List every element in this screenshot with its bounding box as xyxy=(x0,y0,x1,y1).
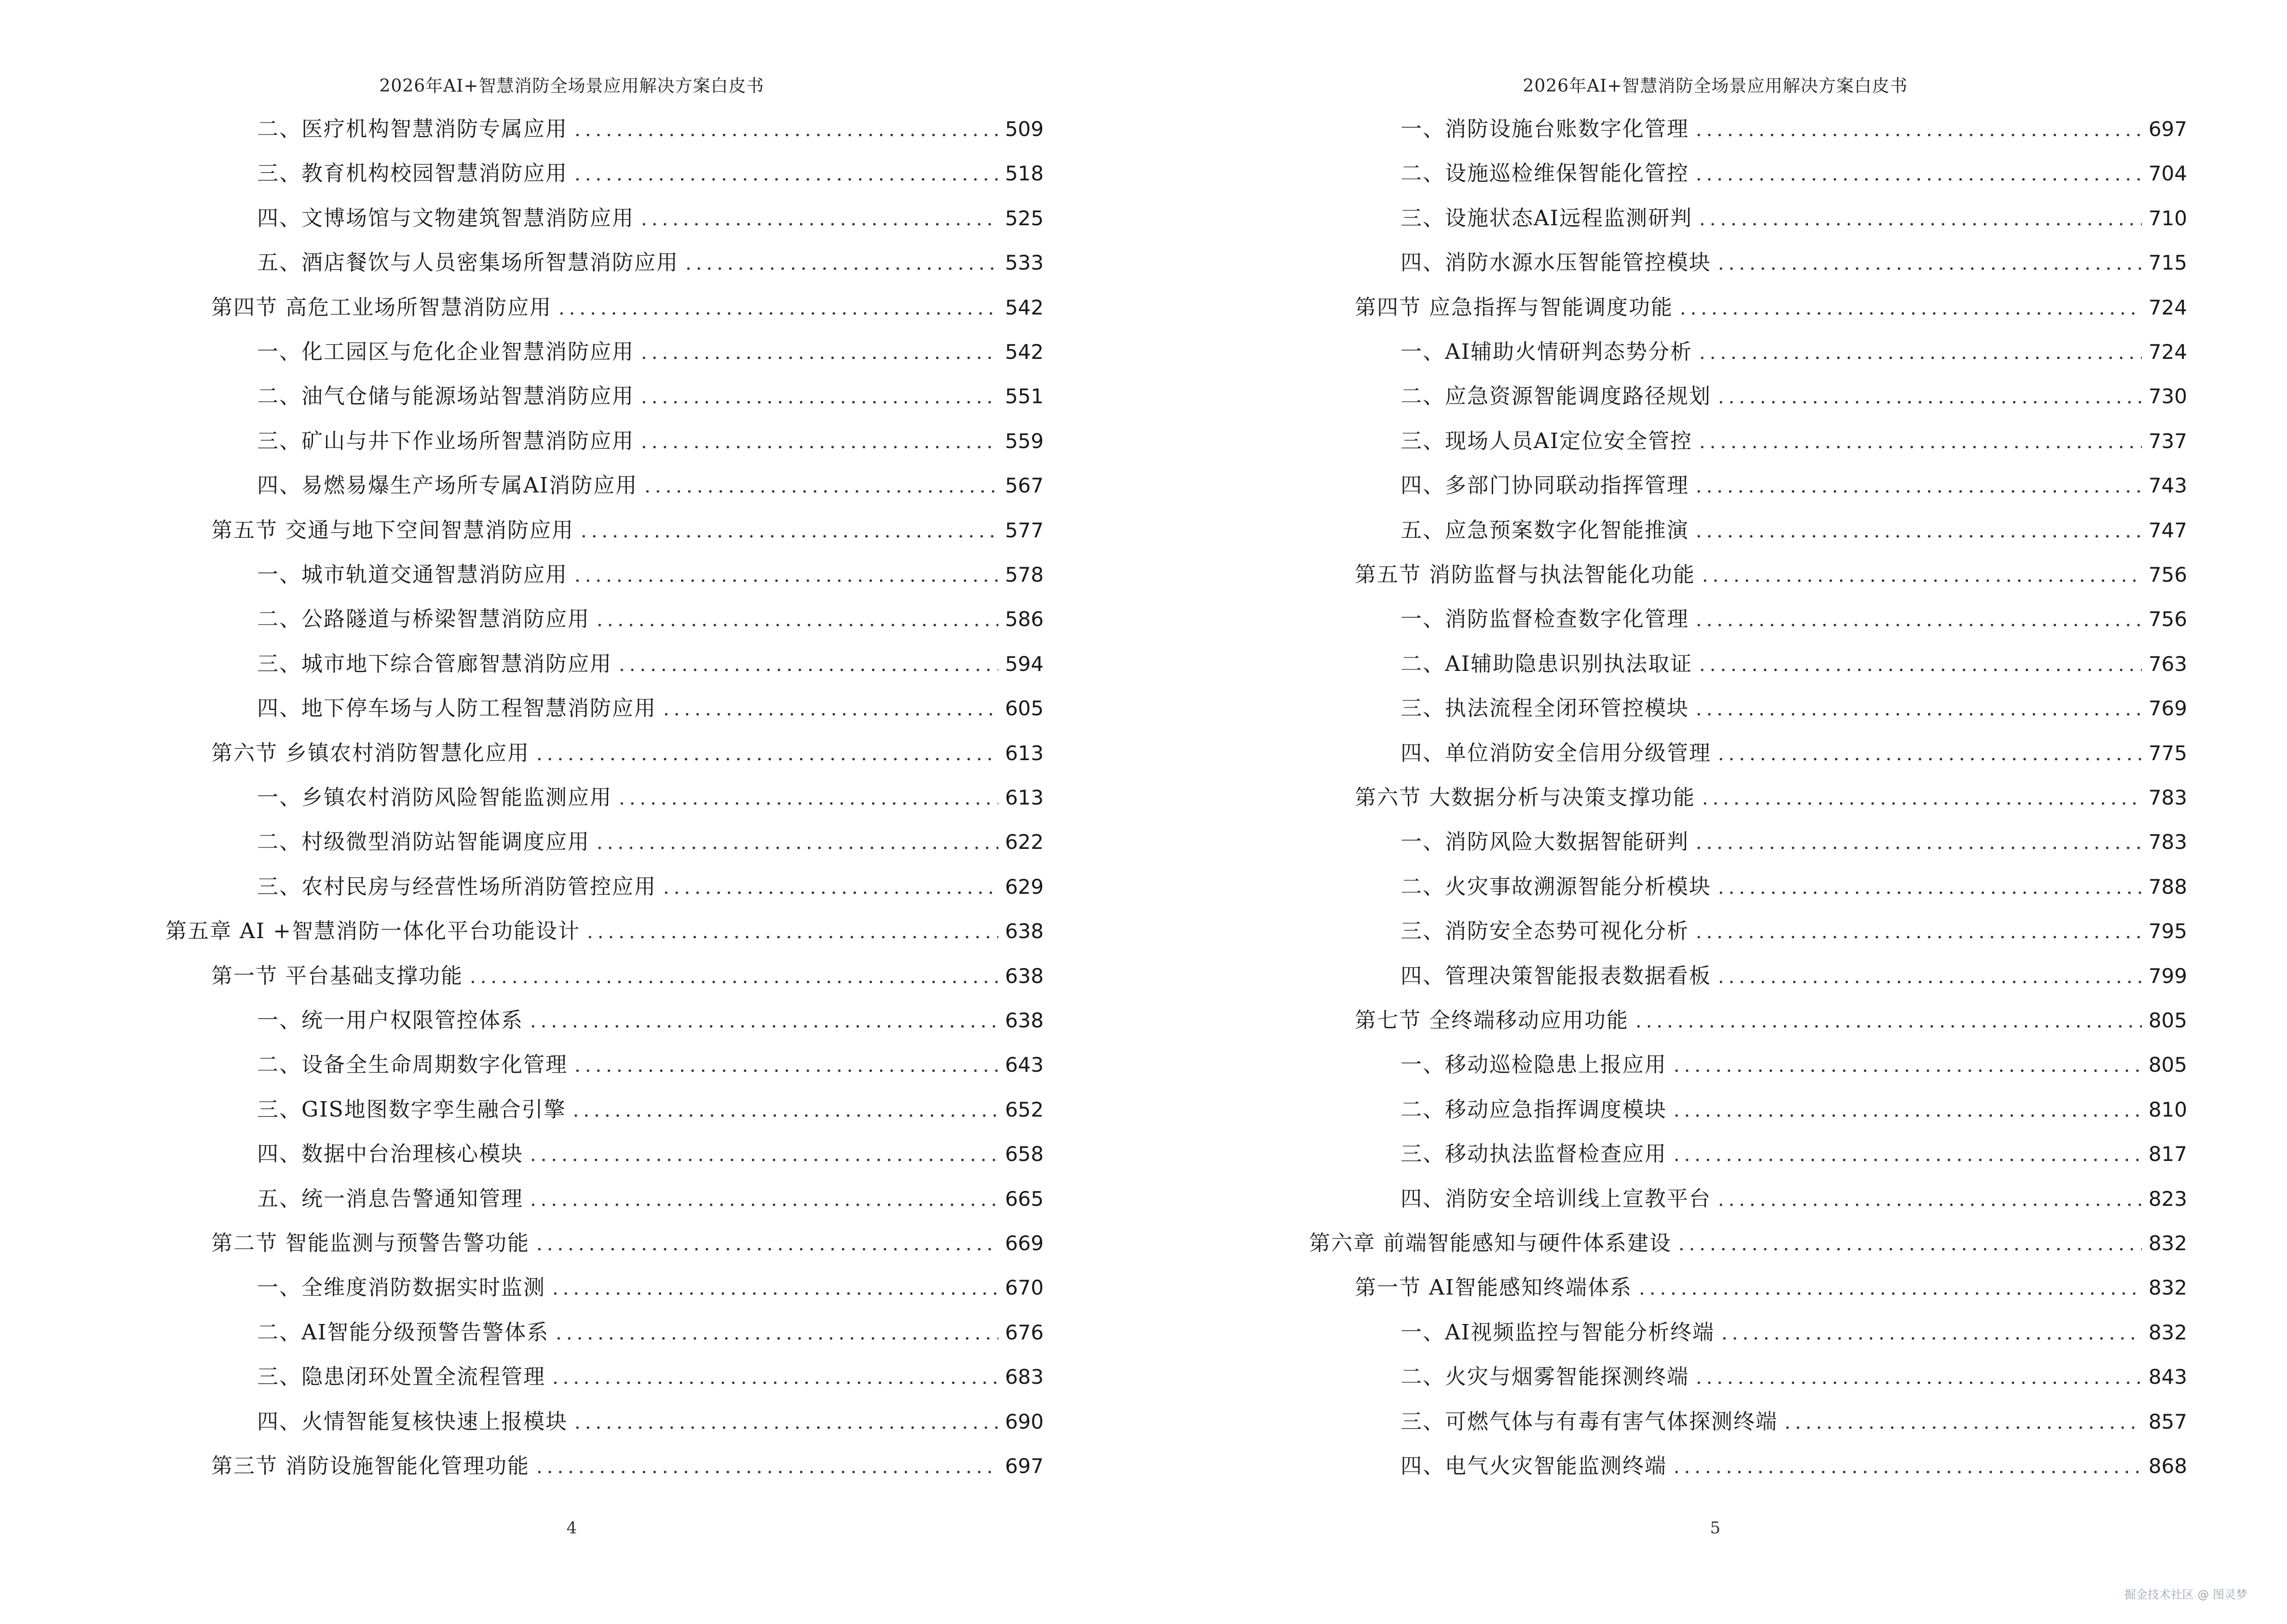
toc-entry-title: 二、火灾事故溯源智能分析模块 xyxy=(1401,874,1711,899)
toc-page-number: 730 xyxy=(2148,384,2187,409)
toc-entry-title: 第六节 大数据分析与决策支撑功能 xyxy=(1355,785,1695,810)
toc-entry-subsection xyxy=(257,1363,1044,1392)
toc-page-number: 857 xyxy=(2148,1409,2187,1433)
dot-leader xyxy=(530,1007,998,1036)
toc-page-number: 788 xyxy=(2148,874,2187,899)
toc-entry-subsection xyxy=(1401,471,2187,500)
page-number: 4 xyxy=(566,1518,577,1538)
toc-entry-title: 三、教育机构校园智慧消防应用 xyxy=(257,161,568,186)
toc-page-number: 747 xyxy=(2148,518,2187,542)
toc-page-number: 697 xyxy=(2148,117,2187,141)
toc-page-number: 832 xyxy=(2148,1231,2187,1255)
toc-entry-section xyxy=(211,516,1044,545)
dot-leader xyxy=(1696,472,2142,501)
toc-entry-title: 二、设备全生命周期数字化管理 xyxy=(257,1052,568,1078)
toc-page-number: 559 xyxy=(1005,429,1044,453)
toc-entry-title: 一、消防设施台账数字化管理 xyxy=(1401,117,1689,141)
toc-page-number: 586 xyxy=(1005,607,1044,631)
toc-page-number: 783 xyxy=(2148,830,2187,854)
toc-entry-subsection xyxy=(257,1006,1044,1035)
dot-leader xyxy=(552,1363,998,1392)
page-header: 2026年AI+智慧消防全场景应用解决方案白皮书 xyxy=(379,76,764,96)
toc-entry-subsection xyxy=(1401,650,2187,679)
toc-entry-subsection xyxy=(1401,873,2187,901)
toc-page-number: 756 xyxy=(2148,563,2187,587)
toc-entry-section xyxy=(211,1229,1044,1258)
toc-entry-subsection xyxy=(257,828,1044,857)
toc-page-number: 669 xyxy=(1005,1231,1044,1255)
toc-entry-subsection xyxy=(1401,204,2187,233)
dot-leader xyxy=(1718,1185,2142,1214)
dot-leader xyxy=(597,605,998,634)
toc-entry-title: 五、酒店餐饮与人员密集场所智慧消防应用 xyxy=(257,250,679,275)
toc-entry-title: 一、消防风险大数据智能研判 xyxy=(1401,830,1689,855)
toc-page-number: 638 xyxy=(1005,1009,1044,1032)
toc-page-number: 658 xyxy=(1005,1142,1044,1166)
toc-page-number: 613 xyxy=(1005,741,1044,765)
toc-page-number: 756 xyxy=(2148,607,2187,631)
toc-page-number: 832 xyxy=(2148,1276,2187,1300)
dot-leader xyxy=(530,1185,998,1214)
toc-page-number: 817 xyxy=(2148,1142,2187,1166)
toc-entry-subsection xyxy=(257,1140,1044,1169)
dot-leader xyxy=(644,472,998,501)
toc-entry-title: 三、矿山与井下作业场所智慧消防应用 xyxy=(257,428,634,453)
dot-leader xyxy=(587,917,998,946)
toc-page-number: 832 xyxy=(2148,1320,2187,1344)
toc-entry-subsection xyxy=(1401,159,2187,188)
toc-entry-title: 二、AI智能分级预警告警体系 xyxy=(257,1320,549,1345)
toc-page-number: 810 xyxy=(2148,1097,2187,1121)
toc-entry-subsection xyxy=(257,159,1044,188)
dot-leader xyxy=(574,1408,998,1437)
toc-page-number: 670 xyxy=(1005,1276,1044,1300)
toc-entry-subsection xyxy=(257,1185,1044,1214)
toc-entry-subsection xyxy=(1401,1185,2187,1214)
toc-entry-subsection xyxy=(1401,516,2187,545)
toc-entry-title: 四、管理决策智能报表数据看板 xyxy=(1401,963,1711,988)
toc-entry-title: 一、AI辅助火情研判态势分析 xyxy=(1401,340,1693,364)
toc-page-number: 578 xyxy=(1005,563,1044,587)
toc-entry-section xyxy=(211,962,1044,991)
toc-entry-title: 第二节 智能监测与预警告警功能 xyxy=(211,1231,530,1256)
toc-entry-title: 四、火情智能复核快速上报模块 xyxy=(257,1409,568,1434)
toc-entry-title: 第六节 乡镇农村消防智慧化应用 xyxy=(211,740,530,765)
toc-entry-title: 第六章 前端智能感知与硬件体系建设 xyxy=(1309,1231,1672,1256)
toc-page-number: 683 xyxy=(1005,1365,1044,1389)
toc-entry-title: 一、全维度消防数据实时监测 xyxy=(257,1275,545,1300)
dot-leader xyxy=(1696,160,2142,189)
toc-entry-title: 第五节 交通与地下空间智慧消防应用 xyxy=(211,518,574,543)
toc-page-number: 525 xyxy=(1005,206,1044,230)
toc-page-number: 509 xyxy=(1005,117,1044,141)
toc-page-number: 743 xyxy=(2148,474,2187,498)
toc-entry-subsection xyxy=(257,338,1044,367)
toc-page-number: 629 xyxy=(1005,874,1044,899)
toc-entry-title: 一、化工园区与危化企业智慧消防应用 xyxy=(257,340,634,364)
toc-entry-subsection xyxy=(257,471,1044,500)
toc-page-number: 805 xyxy=(2148,1009,2187,1032)
dot-leader xyxy=(1699,427,2142,456)
toc-entry-title: 二、移动应急指挥调度模块 xyxy=(1401,1097,1667,1122)
toc-entry-subsection xyxy=(257,427,1044,456)
toc-entry-title: 四、消防安全培训线上宣教平台 xyxy=(1401,1186,1711,1211)
dot-leader xyxy=(1639,1274,2142,1303)
toc-entry-title: 第一节 AI智能感知终端体系 xyxy=(1355,1275,1633,1300)
dot-leader xyxy=(1699,650,2142,679)
dot-leader xyxy=(573,1096,998,1125)
toc-entry-title: 四、文博场馆与文物建筑智慧消防应用 xyxy=(257,205,634,231)
dot-leader xyxy=(619,650,998,679)
dot-leader xyxy=(552,1274,998,1303)
toc-page-number: 868 xyxy=(2148,1454,2187,1478)
toc-entry-title: 三、现场人员AI定位安全管控 xyxy=(1401,428,1693,453)
toc-page-number: 769 xyxy=(2148,696,2187,721)
toc-entry-title: 三、可燃气体与有毒有害气体探测终端 xyxy=(1401,1409,1778,1434)
dot-leader xyxy=(1696,115,2142,144)
toc-entry-subsection xyxy=(1401,1140,2187,1169)
toc-entry-section xyxy=(1355,293,2187,322)
dot-leader xyxy=(574,561,998,590)
toc-page-number: 795 xyxy=(2148,919,2187,943)
toc-page-number: 594 xyxy=(1005,652,1044,676)
toc-page-number: 518 xyxy=(1005,162,1044,186)
toc-page-number: 622 xyxy=(1005,830,1044,854)
toc-entry-subsection xyxy=(257,1407,1044,1436)
toc-entry-title: 三、隐患闭环处置全流程管理 xyxy=(257,1365,545,1390)
toc-page-number: 643 xyxy=(1005,1053,1044,1077)
dot-leader xyxy=(1718,739,2142,768)
toc-page-number: 567 xyxy=(1005,474,1044,498)
toc-page-number: 775 xyxy=(2148,741,2187,765)
dot-leader xyxy=(1674,1140,2142,1169)
toc-entry-subsection xyxy=(1401,917,2187,946)
toc-entry-title: 四、数据中台治理核心模块 xyxy=(257,1142,523,1167)
toc-entry-subsection xyxy=(257,115,1044,144)
toc-entry-title: 二、火灾与烟雾智能探测终端 xyxy=(1401,1365,1689,1390)
toc-entry-subsection xyxy=(257,694,1044,723)
toc-entry-title: 第四节 高危工业场所智慧消防应用 xyxy=(211,295,552,320)
toc-entry-subsection xyxy=(257,382,1044,411)
dot-leader xyxy=(1680,294,2142,323)
dot-leader xyxy=(685,249,998,278)
toc-entry-subsection xyxy=(257,783,1044,812)
toc-entry-subsection xyxy=(257,1051,1044,1079)
toc-page-number: 763 xyxy=(2148,652,2187,676)
dot-leader xyxy=(558,294,998,323)
toc-entry-subsection xyxy=(1401,739,2187,768)
toc-entry-title: 三、设施状态AI远程监测研判 xyxy=(1401,205,1693,231)
dot-leader xyxy=(536,739,998,768)
toc-entry-title: 第四节 应急指挥与智能调度功能 xyxy=(1355,295,1673,320)
toc-entry-title: 二、应急资源智能调度路径规划 xyxy=(1401,384,1711,409)
dot-leader xyxy=(530,1140,998,1169)
toc-entry-title: 四、消防水源水压智能管控模块 xyxy=(1401,250,1711,275)
toc-entry-title: 三、消防安全态势可视化分析 xyxy=(1401,919,1689,944)
page-header: 2026年AI+智慧消防全场景应用解决方案白皮书 xyxy=(1523,76,1908,96)
dot-leader xyxy=(470,962,998,991)
toc-entry-subsection xyxy=(1401,1095,2187,1124)
dot-leader xyxy=(1696,605,2142,634)
toc-page-number: 805 xyxy=(2148,1053,2187,1077)
toc-page-number: 724 xyxy=(2148,295,2187,319)
toc-entry-section xyxy=(1355,1006,2187,1035)
toc-entry-subsection xyxy=(1401,694,2187,723)
dot-leader xyxy=(574,115,998,144)
toc-entry-title: 第三节 消防设施智能化管理功能 xyxy=(211,1454,530,1478)
toc-page-number: 551 xyxy=(1005,384,1044,409)
toc-entry-section xyxy=(1355,783,2187,812)
toc-page-number: 697 xyxy=(1005,1454,1044,1478)
right-page xyxy=(1144,0,2287,1624)
toc-page-number: 737 xyxy=(2148,429,2187,453)
toc-entry-title: 五、统一消息告警通知管理 xyxy=(257,1186,523,1211)
toc-entry-title: 第七节 全终端移动应用功能 xyxy=(1355,1008,1629,1033)
toc-entry-title: 一、移动巡检隐患上报应用 xyxy=(1401,1052,1667,1078)
dot-leader xyxy=(641,382,998,411)
dot-leader xyxy=(1674,1452,2142,1481)
toc-page-number: 676 xyxy=(1005,1320,1044,1344)
toc-entry-subsection xyxy=(1401,1051,2187,1079)
dot-leader xyxy=(1696,695,2142,723)
toc-page-number: 613 xyxy=(1005,786,1044,809)
toc-entry-title: 二、公路隧道与桥梁智慧消防应用 xyxy=(257,607,590,632)
toc-entry-subsection xyxy=(1401,115,2187,144)
dot-leader xyxy=(581,517,998,546)
dot-leader xyxy=(1718,873,2142,902)
dot-leader xyxy=(1696,917,2142,946)
toc-entry-subsection xyxy=(257,650,1044,679)
toc-entry-subsection xyxy=(1401,427,2187,456)
dot-leader xyxy=(1696,517,2142,546)
dot-leader xyxy=(1696,1363,2142,1392)
toc-entry-title: 四、易燃易爆生产场所专属AI消防应用 xyxy=(257,473,638,498)
dot-leader xyxy=(641,205,998,233)
dot-leader xyxy=(1674,1096,2142,1125)
page-number: 5 xyxy=(1710,1518,1721,1538)
toc-page-number: 843 xyxy=(2148,1365,2187,1389)
dot-leader xyxy=(1699,338,2142,367)
watermark: 掘金技术社区 @ 图灵梦 xyxy=(2124,1588,2247,1601)
toc-entry-title: 第五章 AI +智慧消防一体化平台功能设计 xyxy=(165,919,580,944)
dot-leader xyxy=(1721,1319,2142,1348)
toc-page-number: 724 xyxy=(2148,340,2187,364)
toc-entry-title: 三、执法流程全闭环管控模块 xyxy=(1401,696,1689,721)
dot-leader xyxy=(556,1319,998,1348)
dot-leader xyxy=(1784,1408,2142,1437)
toc-entry-title: 第一节 平台基础支撑功能 xyxy=(211,963,463,988)
dot-leader xyxy=(1699,205,2142,233)
dot-leader xyxy=(663,695,998,723)
toc-entry-title: 一、AI视频监控与智能分析终端 xyxy=(1401,1320,1715,1345)
toc-entry-subsection xyxy=(1401,1318,2187,1347)
toc-entry-subsection xyxy=(1401,1363,2187,1392)
toc-entry-subsection xyxy=(257,605,1044,634)
toc-entry-title: 三、农村民房与经营性场所消防管控应用 xyxy=(257,874,656,899)
toc-entry-title: 二、油气仓储与能源场站智慧消防应用 xyxy=(257,384,634,409)
dot-leader xyxy=(574,160,998,189)
toc-entry-title: 一、消防监督检查数字化管理 xyxy=(1401,607,1689,632)
toc-entry-section xyxy=(1355,1273,2187,1302)
dot-leader xyxy=(1702,561,2142,590)
toc-entry-subsection xyxy=(1401,828,2187,857)
dot-leader xyxy=(574,1051,998,1080)
toc-entry-subsection xyxy=(1401,382,2187,411)
toc-entry-subsection xyxy=(1401,962,2187,991)
toc-page-number: 638 xyxy=(1005,919,1044,943)
toc-page-number: 638 xyxy=(1005,964,1044,988)
dot-leader xyxy=(1678,1229,2142,1258)
toc-entry-title: 四、地下停车场与人防工程智慧消防应用 xyxy=(257,696,656,721)
toc-entry-title: 三、GIS地图数字孪生融合引擎 xyxy=(257,1097,566,1122)
toc-page-number: 783 xyxy=(2148,786,2187,809)
toc-entry-title: 一、统一用户权限管控体系 xyxy=(257,1008,523,1033)
dot-leader xyxy=(1702,784,2142,813)
toc-entry-title: 三、移动执法监督检查应用 xyxy=(1401,1142,1667,1167)
dot-leader xyxy=(597,828,998,857)
toc-entry-subsection xyxy=(257,248,1044,277)
toc-page-number: 542 xyxy=(1005,340,1044,364)
dot-leader xyxy=(1696,828,2142,857)
toc-entry-title: 三、城市地下综合管廊智慧消防应用 xyxy=(257,651,612,676)
toc-entry-title: 第五节 消防监督与执法智能化功能 xyxy=(1355,562,1695,587)
toc-page-number: 799 xyxy=(2148,964,2187,988)
toc-entry-subsection xyxy=(1401,1407,2187,1436)
toc-entry-section xyxy=(211,739,1044,768)
toc-entry-title: 二、医疗机构智慧消防专属应用 xyxy=(257,117,568,141)
toc-entry-title: 一、乡镇农村消防风险智能监测应用 xyxy=(257,785,612,810)
dot-leader xyxy=(619,784,998,813)
toc-entry-title: 二、村级微型消防站智能调度应用 xyxy=(257,830,590,855)
toc-entry-subsection xyxy=(257,560,1044,589)
toc-page-number: 690 xyxy=(1005,1409,1044,1433)
toc-page-number: 710 xyxy=(2148,206,2187,230)
toc-entry-chapter xyxy=(1309,1229,2187,1258)
toc-entry-subsection xyxy=(1401,1452,2187,1481)
toc-page-number: 577 xyxy=(1005,518,1044,542)
toc-entry-subsection xyxy=(1401,605,2187,634)
dot-leader xyxy=(1718,249,2142,278)
toc-entry-chapter xyxy=(165,917,1044,946)
dot-leader xyxy=(663,873,998,902)
toc-entry-subsection xyxy=(1401,338,2187,367)
dot-leader xyxy=(1674,1051,2142,1080)
toc-entry-title: 一、城市轨道交通智慧消防应用 xyxy=(257,562,568,587)
dot-leader xyxy=(536,1229,998,1258)
dot-leader xyxy=(641,427,998,456)
toc-entry-section xyxy=(211,293,1044,322)
toc-entry-subsection xyxy=(257,1273,1044,1302)
toc-page-number: 665 xyxy=(1005,1187,1044,1211)
toc-entry-subsection xyxy=(257,1318,1044,1347)
toc-page-number: 605 xyxy=(1005,696,1044,721)
toc-page-number: 715 xyxy=(2148,251,2187,275)
toc-entry-subsection xyxy=(257,873,1044,901)
toc-page-number: 533 xyxy=(1005,251,1044,275)
toc-entry-title: 二、AI辅助隐患识别执法取证 xyxy=(1401,651,1693,676)
dot-leader xyxy=(1718,962,2142,991)
toc-entry-title: 四、多部门协同联动指挥管理 xyxy=(1401,473,1689,498)
toc-entry-title: 五、应急预案数字化智能推演 xyxy=(1401,518,1689,543)
toc-page-number: 823 xyxy=(2148,1187,2187,1211)
dot-leader xyxy=(536,1452,998,1481)
toc-entry-title: 四、单位消防安全信用分级管理 xyxy=(1401,740,1711,765)
toc-entry-subsection xyxy=(1401,248,2187,277)
toc-page-number: 542 xyxy=(1005,295,1044,319)
toc-entry-section xyxy=(1355,560,2187,589)
toc-entry-section xyxy=(211,1452,1044,1481)
toc-entry-title: 四、电气火灾智能监测终端 xyxy=(1401,1454,1667,1478)
toc-entry-subsection xyxy=(257,204,1044,233)
toc-page-number: 652 xyxy=(1005,1097,1044,1121)
toc-page-number: 704 xyxy=(2148,162,2187,186)
toc-entry-title: 二、设施巡检维保智能化管控 xyxy=(1401,161,1689,186)
dot-leader xyxy=(1635,1007,2142,1036)
dot-leader xyxy=(1718,382,2142,411)
toc-entry-subsection xyxy=(257,1095,1044,1124)
dot-leader xyxy=(641,338,998,367)
